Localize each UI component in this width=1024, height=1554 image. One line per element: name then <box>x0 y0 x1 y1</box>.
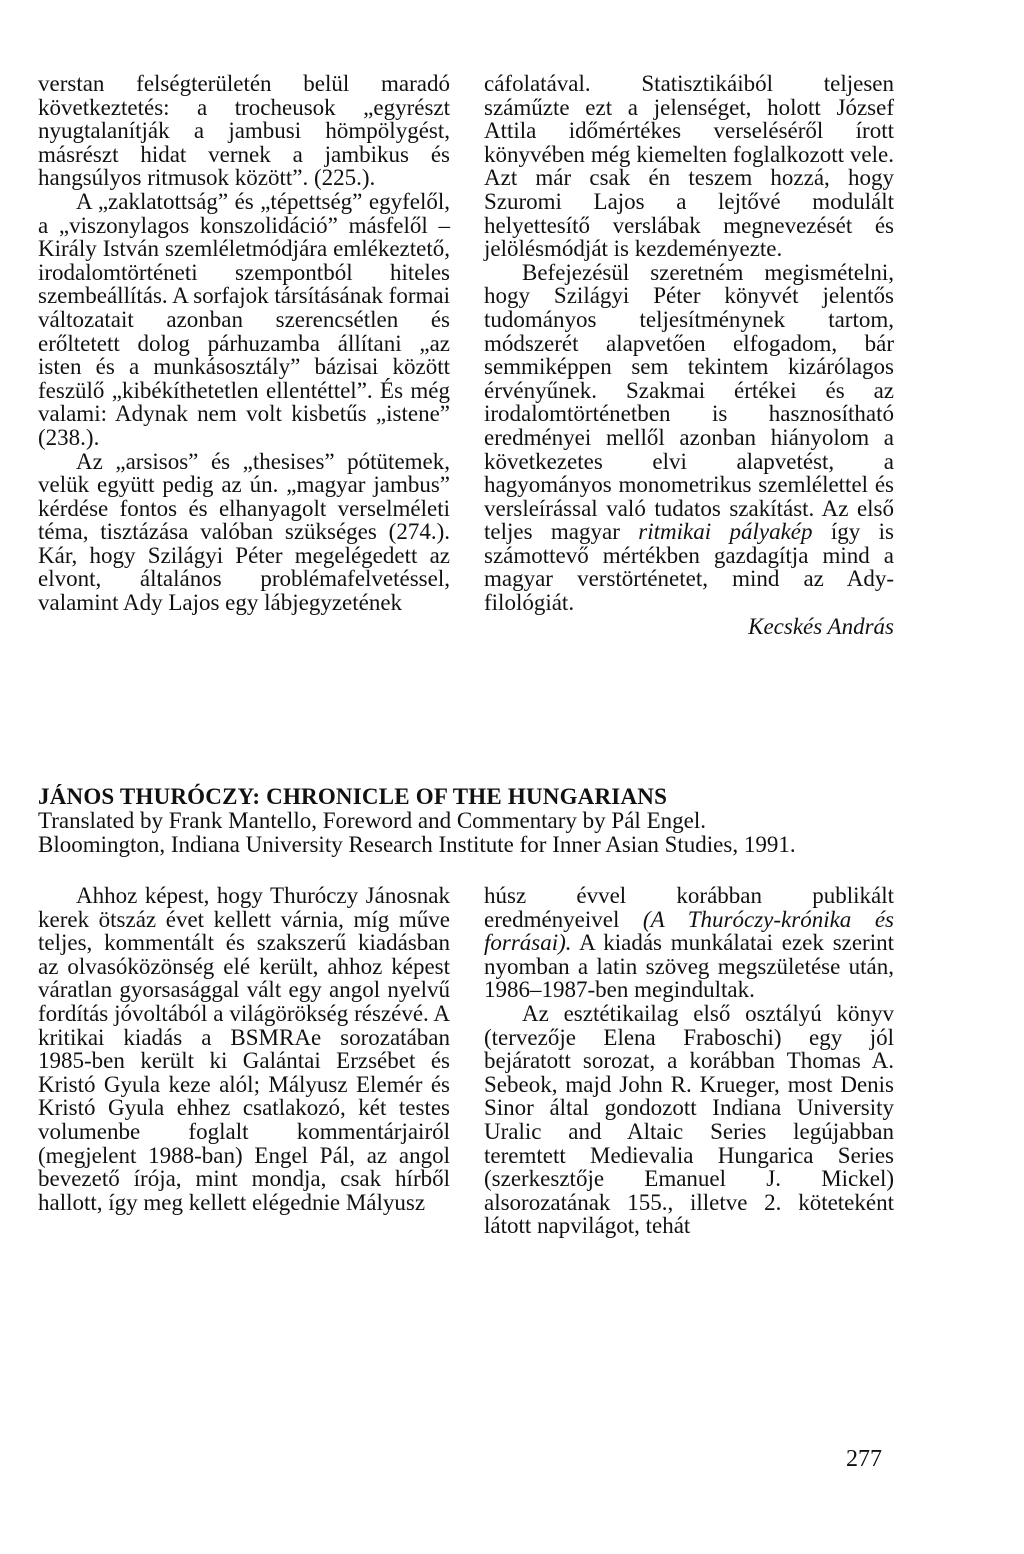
publisher-line: Bloomington, Indiana University Research Institute for Inner Asian Studies, 1991. <box>38 832 796 857</box>
review-heading <box>38 785 918 857</box>
paragraph: verstan felségterületén belül maradó következtetés: a trocheusok „egyrészt nyugtalanítják a jambusi hömpölygést, másrészt hidat vernek a jambikus és hangsúlyos ritmusok között”. (225.). <box>38 71 450 191</box>
text-run: A kiadás munkálatai ezek szerint nyomban a latin szöveg megszületése után, 1986–1987-ben megindultak. <box>484 930 894 1003</box>
text-run: így is számottevő mértékben gazdagítja mind a magyar verstörténetet, mind az Ady-filológiát. <box>484 519 894 616</box>
italic-phrase: ritmikai pályakép <box>638 519 813 545</box>
paragraph: Az esztétikailag első osztályú könyv (tervezője Elena Fraboschi) egy jól bejáratott sorozat, a korábban Thomas A. Sebeok, majd John R. Krueger, most Denis Sinor által gondozott Indiana University Uralic and Altaic Series legújabban teremtett Medievalia Hungarica Series (szerkesztője Emanuel J. Mickel) alsorozatának 155., illetve 2. köteteként látott napvilágot, tehát <box>484 1000 894 1239</box>
paragraph <box>484 261 894 615</box>
paragraph <box>484 884 894 1002</box>
translator-line: Translated by Frank Mantello, Foreword and Commentary by Pál Engel. <box>38 808 706 833</box>
paragraph: Ahhoz képest, hogy Thuróczy Jánosnak kerek ötszáz évet kellett várnia, míg műve teljes, kommentált és szakszerű kiadásban az olvasóközönség elé került, ahhoz képest váratlan gyorsasággal vált egy angol nyelvű fordítás jóvoltából a világörökség részévé. A kritikai kiadás a BSMRAe sorozatában 1985-ben került ki Galántai Erzsébet és Kristó Gyula keze alól; Mályusz Elemér és Kristó Gyula ehhez csatlakozó, két testes volumenbe foglalt kommentárjairól (megjelent 1988-ban) Engel Pál, az angol bevezető írója, mint mondja, csak hírből hallott, így meg kellett elégednie Mályusz <box>38 883 450 1215</box>
paragraph: cáfolatával. Statisztikáiból teljesen száműzte ezt a jelenséget, holott József Attila időmértékes verseléséről írott könyvében még kiemelten foglalkozott vele. Azt már csak én teszem hozzá, hogy Szuromi Lajos a lejtővé modulált helyettesítő verslábak megnevezését és jelölésmódját is kezdeményezte. <box>484 71 894 262</box>
italic-phrase: (A Thuróczy-krónika és forrásai). <box>484 906 894 956</box>
author-signature: Kecskés András <box>748 613 894 639</box>
text-run: Befejezésül szeretném megismételni, hogy Szilágyi Péter könyvét jelentős tudományos teljesítménynek tartom, módszerét alapvetően elfogadom, bár semmiképpen sem tekintem kizárólagos érvényűnek. Szakmai értékei és az irodalomtörténetben is hasznosítható eredményei mellől azonban hiányolom a következetes elvi alapvetést, a hagyományos monometrikus szemlélettel és versleírással való tudatos szakítást. Az első teljes magyar <box>484 259 894 545</box>
previous-review-left-column <box>38 72 450 615</box>
new-review-left-column <box>38 884 450 1214</box>
text-run: húsz évvel korábban publikált eredményeivel <box>484 883 894 932</box>
paragraph: Az „arsisos” és „thesises” pótütemek, velük együtt pedig az ún. „magyar jambus” kérdése fontos és elhanyagolt verselméleti téma, tisztázása valóban szükséges (274.). Kár, hogy Szilágyi Péter megelégedett az elvont, általános problémafelvetéssel, valamint Ady Lajos egy lábjegyzetének <box>38 448 450 616</box>
previous-review-right-column <box>484 72 894 638</box>
page-number: 277 <box>846 1446 882 1472</box>
review-title: JÁNOS THURÓCZY: CHRONICLE OF THE HUNGARIANS <box>38 784 668 809</box>
new-review-right-column <box>484 884 894 1238</box>
paragraph: A „zaklatottság” és „tépettség” egyfelől, a „viszonylagos konszolidáció” másfelől – Király István szemléletmódjára emlékeztető, irodalomtörténeti szempontból hiteles szembeállítás. A sorfajok társításának formai változatait azonban szerencsétlen és erőltetett dolog párhuzamba állítani „az isten és a munkásosztály” bázisai között feszülő „kibékíthetetlen ellentéttel”. És még valami: Adynak nem volt kisbetűs „istene” (238.). <box>38 188 450 450</box>
